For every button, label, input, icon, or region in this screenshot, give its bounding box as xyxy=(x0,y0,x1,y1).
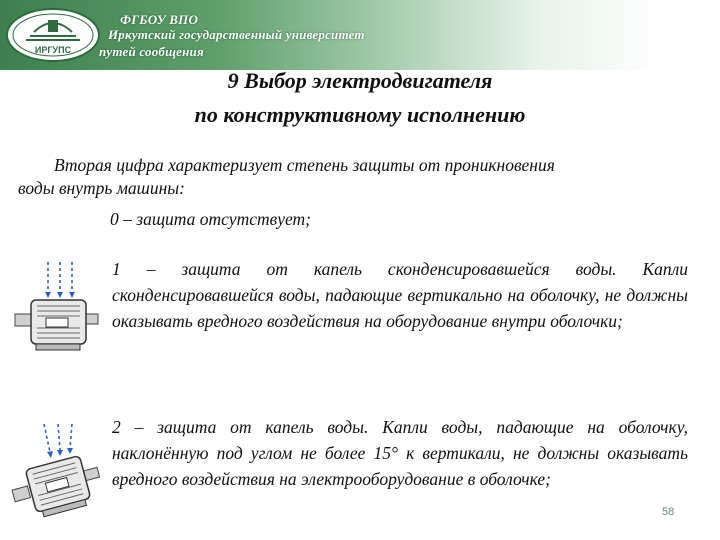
org-line-2: Иркутский государственный университет xyxy=(108,27,365,42)
intro-line-2: воды внутрь машины: xyxy=(18,178,185,198)
intro-paragraph xyxy=(18,154,690,200)
item-0-text: 0 – защита отсутствует; xyxy=(110,209,311,229)
motor-vertical-drops-icon xyxy=(12,258,104,358)
intro-line-1: Вторая цифра характеризует степень защиты от проникновения xyxy=(54,155,555,175)
logo-text: ИРГУПС xyxy=(34,45,72,55)
org-line-1: ФГБОУ ВПО xyxy=(120,12,199,27)
slide-title-line-2: по конструктивному исполнению xyxy=(194,102,526,127)
page-number: 58 xyxy=(662,506,675,518)
university-logo-icon xyxy=(4,6,102,64)
org-line-3: путей сообщения xyxy=(99,44,204,59)
slide-title-line-1: 9 Выбор электродвигателя xyxy=(227,68,493,93)
motor-tilted-drops-icon xyxy=(10,418,106,522)
item-2-text: 2 – защита от капель воды. Капли воды, падающие на оболочку, наклонённую под углом не более 15° к вертикали, не должны оказывать вредного воздействия на электрооборудование в оболочке; xyxy=(112,417,688,489)
item-1-text: 1 – защита от капель сконденсировавшейся воды. Капли сконденсировавшейся воды, падающие вертикально на оболочку, не должны оказывать вредного воздействия на оборудование внутри оболочки; xyxy=(112,259,688,331)
slide-header xyxy=(0,0,720,70)
